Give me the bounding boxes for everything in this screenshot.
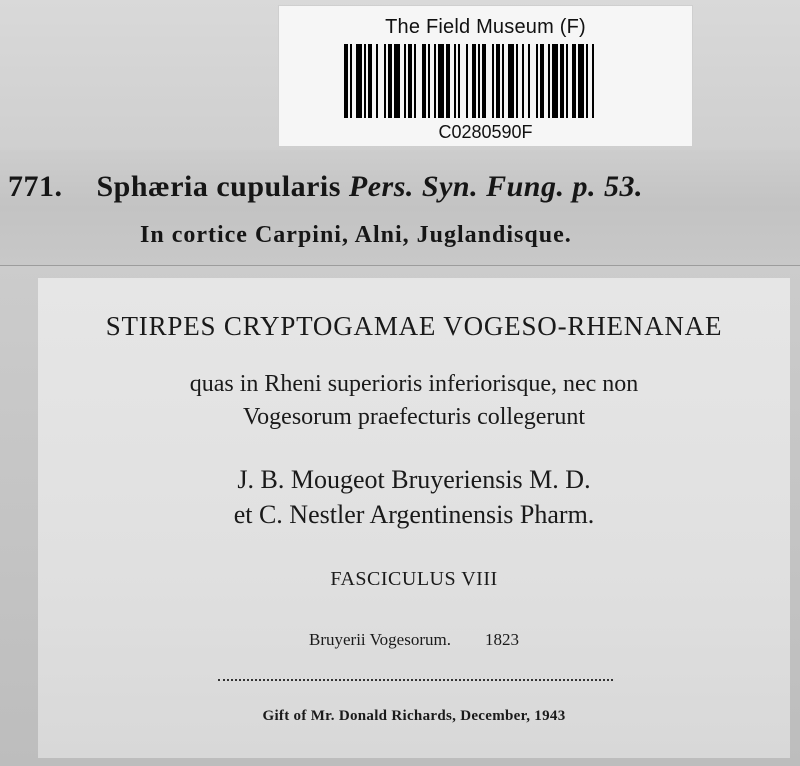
description-line-2: Vogesorum praefecturis collegerunt [242,404,586,430]
place-and-year [38,630,790,650]
species-label [0,150,800,266]
species-name: Sphæria cupularis [96,170,341,203]
authors-line-2: et C. Nestler Argentinensis Pharm. [233,500,595,529]
species-heading [8,170,798,204]
description-line-1: quas in Rheni superioris inferiorisque, nec non [189,371,639,397]
species-reference: Syn. Fung. p. 53. [421,170,643,203]
species-authority: Pers. [348,170,414,203]
publication-year: 1823 [484,630,519,649]
barcode-label [278,5,693,147]
series-title: STIRPES CRYPTOGAMAE VOGESO-RHENANAE [105,311,723,341]
authors-line-1: J. B. Mougeot Bruyeriensis M. D. [237,465,591,494]
catalog-number: C0280590F [438,122,533,142]
barcode-space [594,44,598,118]
exsiccata-label [38,278,790,758]
specimen-number: 771. [8,170,63,203]
dotted-divider [218,679,613,681]
fasciculus-number: FASCICULUS VIII [330,568,498,590]
gift-note: Gift of Mr. Donald Richards, December, 1943 [262,708,566,724]
habitat-text: In cortice Carpini, Alni, Juglandisque. [140,222,572,248]
barcode [344,44,624,118]
publication-place: Bruyerii Vogesorum. [309,630,451,649]
institution-name: The Field Museum (F) [385,16,586,38]
